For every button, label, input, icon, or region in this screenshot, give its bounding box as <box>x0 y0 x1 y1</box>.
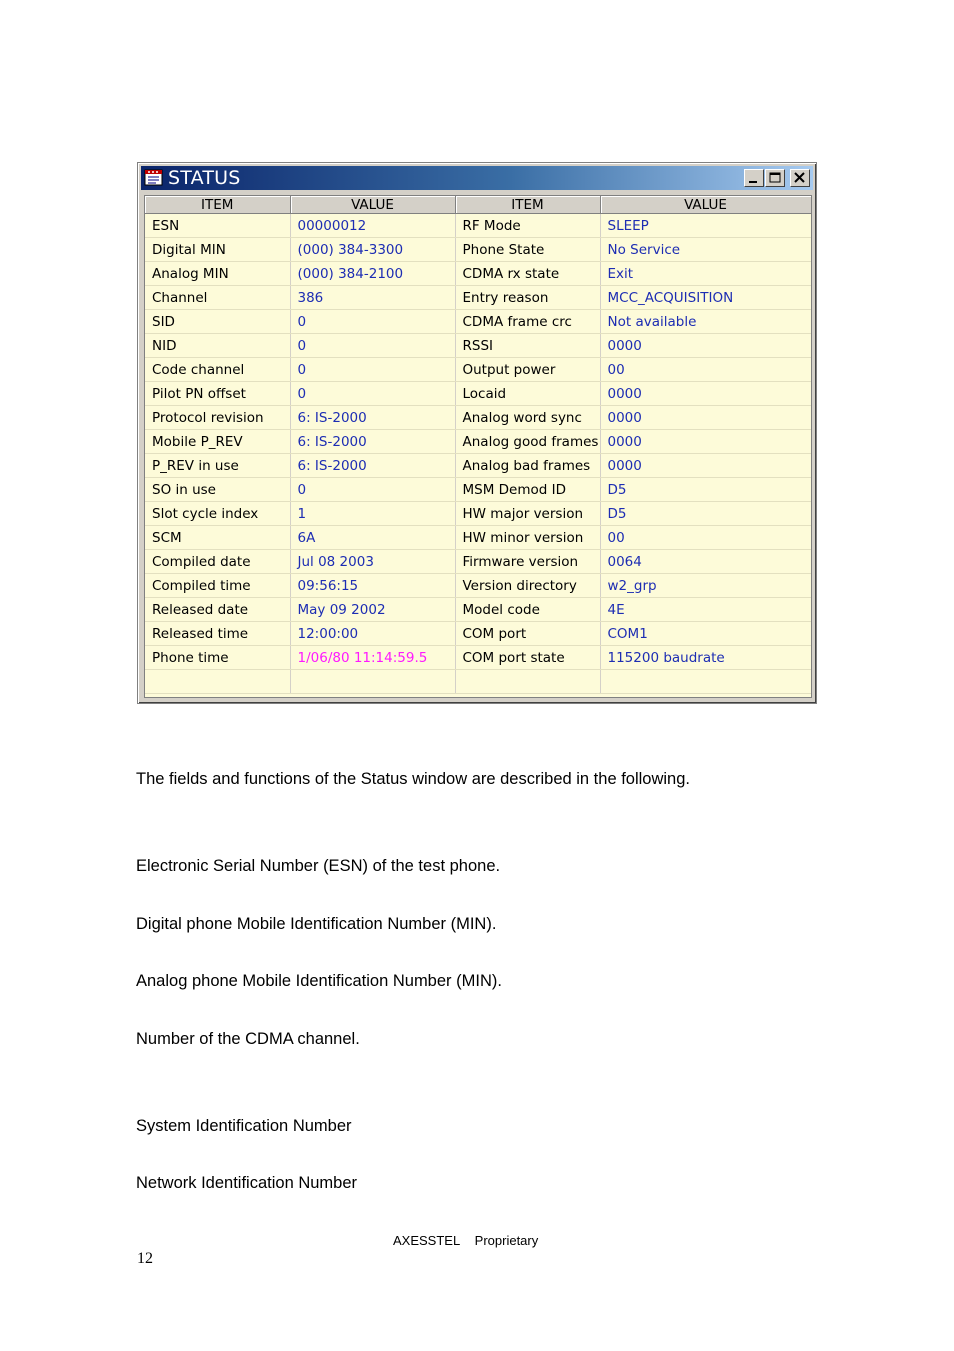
value-cell: (000) 384-2100 <box>290 262 455 286</box>
table-row <box>145 358 811 382</box>
close-button[interactable] <box>790 169 810 187</box>
value-cell: 0064 <box>600 550 811 574</box>
item-cell: Phone time <box>145 646 290 670</box>
value-cell: 0000 <box>600 406 811 430</box>
column-header-item[interactable]: ITEM <box>455 196 600 214</box>
value-cell: 0 <box>290 358 455 382</box>
title-bar[interactable] <box>141 166 813 190</box>
item-cell: HW major version <box>455 502 600 526</box>
footer <box>393 1233 538 1248</box>
item-cell: Version directory <box>455 574 600 598</box>
item-cell: COM port state <box>455 646 600 670</box>
item-cell: Entry reason <box>455 286 600 310</box>
footer-label: Proprietary <box>474 1233 539 1248</box>
value-cell: 0000 <box>600 454 811 478</box>
grid-header-row <box>145 196 811 214</box>
minimize-icon <box>745 170 763 186</box>
value-cell: w2_grp <box>600 574 811 598</box>
value-cell: Jul 08 2003 <box>290 550 455 574</box>
table-row <box>145 454 811 478</box>
value-cell: No Service <box>600 238 811 262</box>
close-icon <box>791 170 809 186</box>
phone-time-value-cell: 1/06/80 11:14:59.5 <box>290 646 455 670</box>
value-cell: 0000 <box>600 382 811 406</box>
item-cell: Protocol revision <box>145 406 290 430</box>
table-row <box>145 430 811 454</box>
window-title: STATUS <box>168 167 241 189</box>
value-cell: 386 <box>290 286 455 310</box>
item-cell: SCM <box>145 526 290 550</box>
analog-min-description: Analog phone Mobile Identification Number (MIN). <box>136 972 502 990</box>
column-header-value[interactable]: VALUE <box>600 196 811 214</box>
table-row <box>145 310 811 334</box>
value-cell: COM1 <box>600 622 811 646</box>
value-cell: (000) 384-3300 <box>290 238 455 262</box>
value-cell: 6A <box>290 526 455 550</box>
channel-description: Number of the CDMA channel. <box>136 1030 360 1048</box>
value-cell: 6: IS-2000 <box>290 454 455 478</box>
table-row <box>145 526 811 550</box>
table-row-empty <box>145 670 811 694</box>
page-number: 12 <box>137 1250 153 1267</box>
item-cell: Compiled date <box>145 550 290 574</box>
item-cell: Code channel <box>145 358 290 382</box>
table-row <box>145 214 811 238</box>
item-cell: CDMA rx state <box>455 262 600 286</box>
value-cell: D5 <box>600 478 811 502</box>
esn-description: Electronic Serial Number (ESN) of the test phone. <box>136 857 501 875</box>
status-table <box>145 196 812 694</box>
value-cell: 00 <box>600 526 811 550</box>
value-cell: 09:56:15 <box>290 574 455 598</box>
value-cell: 4E <box>600 598 811 622</box>
column-header-item[interactable]: ITEM <box>145 196 290 214</box>
intro-paragraph: The fields and functions of the Status window are described in the following. <box>136 770 690 788</box>
status-window <box>137 162 817 704</box>
sid-description: System Identification Number <box>136 1117 352 1135</box>
item-cell: RSSI <box>455 334 600 358</box>
maximize-icon <box>766 170 784 186</box>
value-cell: 1 <box>290 502 455 526</box>
item-cell: P_REV in use <box>145 454 290 478</box>
value-cell: Not available <box>600 310 811 334</box>
table-row <box>145 334 811 358</box>
value-cell: 00000012 <box>290 214 455 238</box>
table-row <box>145 598 811 622</box>
value-cell: 115200 baudrate <box>600 646 811 670</box>
value-cell: 0 <box>290 382 455 406</box>
digital-min-description: Digital phone Mobile Identification Number (MIN). <box>136 915 497 933</box>
value-cell: 0000 <box>600 430 811 454</box>
item-cell: Released date <box>145 598 290 622</box>
item-cell: Compiled time <box>145 574 290 598</box>
value-cell: 0000 <box>600 334 811 358</box>
item-cell: Phone State <box>455 238 600 262</box>
item-cell: CDMA frame crc <box>455 310 600 334</box>
maximize-button[interactable] <box>765 169 785 187</box>
footer-company: AXESSTEL <box>393 1233 461 1248</box>
value-cell: May 09 2002 <box>290 598 455 622</box>
item-cell: Analog word sync <box>455 406 600 430</box>
item-cell: Released time <box>145 622 290 646</box>
value-cell: MCC_ACQUISITION <box>600 286 811 310</box>
status-app-icon[interactable] <box>144 169 164 187</box>
table-row <box>145 406 811 430</box>
nid-description: Network Identification Number <box>136 1174 358 1192</box>
status-grid[interactable] <box>144 195 812 698</box>
item-cell: RF Mode <box>455 214 600 238</box>
value-cell: 0 <box>290 310 455 334</box>
value-cell: 6: IS-2000 <box>290 406 455 430</box>
item-cell: Firmware version <box>455 550 600 574</box>
table-row <box>145 502 811 526</box>
table-row <box>145 478 811 502</box>
value-cell: 0 <box>290 334 455 358</box>
item-cell: COM port <box>455 622 600 646</box>
item-cell: Channel <box>145 286 290 310</box>
item-cell: Pilot PN offset <box>145 382 290 406</box>
item-cell: Locaid <box>455 382 600 406</box>
item-cell: SO in use <box>145 478 290 502</box>
table-row <box>145 646 811 670</box>
minimize-button[interactable] <box>744 169 764 187</box>
table-row <box>145 238 811 262</box>
item-cell: Digital MIN <box>145 238 290 262</box>
item-cell: Analog good frames <box>455 430 600 454</box>
item-cell: HW minor version <box>455 526 600 550</box>
value-cell: 12:00:00 <box>290 622 455 646</box>
item-cell: SID <box>145 310 290 334</box>
value-cell: D5 <box>600 502 811 526</box>
item-cell: Output power <box>455 358 600 382</box>
item-cell: ESN <box>145 214 290 238</box>
item-cell: NID <box>145 334 290 358</box>
value-cell: SLEEP <box>600 214 811 238</box>
item-cell: Analog bad frames <box>455 454 600 478</box>
item-cell: Analog MIN <box>145 262 290 286</box>
table-row <box>145 622 811 646</box>
value-cell: 0 <box>290 478 455 502</box>
column-header-value[interactable]: VALUE <box>290 196 455 214</box>
value-cell: 00 <box>600 358 811 382</box>
table-row <box>145 550 811 574</box>
table-row <box>145 382 811 406</box>
value-cell: Exit <box>600 262 811 286</box>
item-cell: Slot cycle index <box>145 502 290 526</box>
value-cell: 6: IS-2000 <box>290 430 455 454</box>
item-cell: Mobile P_REV <box>145 430 290 454</box>
item-cell: MSM Demod ID <box>455 478 600 502</box>
table-row <box>145 574 811 598</box>
item-cell: Model code <box>455 598 600 622</box>
table-row <box>145 286 811 310</box>
table-row <box>145 262 811 286</box>
